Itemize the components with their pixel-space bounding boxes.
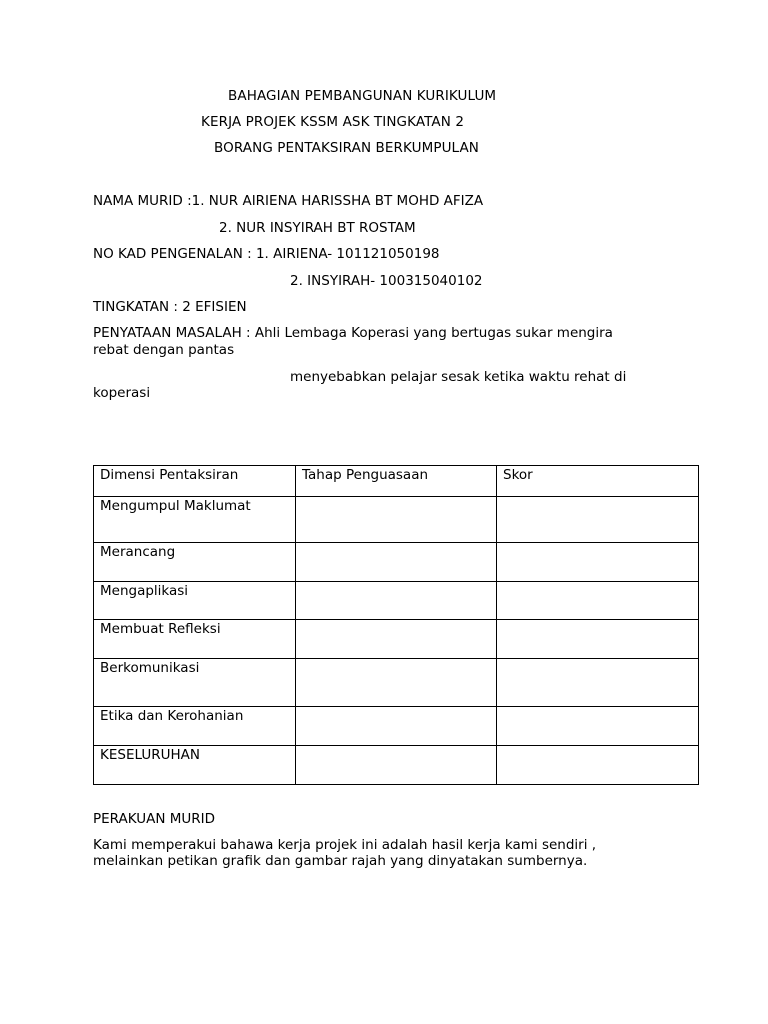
level-cell[interactable] bbox=[296, 707, 497, 746]
table-row bbox=[94, 707, 699, 746]
dimension-cell: Etika dan Kerohanian bbox=[94, 707, 296, 746]
dimension-cell: Membuat Refleksi bbox=[94, 620, 296, 659]
score-cell[interactable] bbox=[497, 497, 699, 543]
table-row bbox=[94, 582, 699, 620]
table-row bbox=[94, 497, 699, 543]
header-level: Tahap Penguasaan bbox=[296, 466, 497, 497]
problem-statement-line-4: koperasi bbox=[93, 385, 151, 401]
score-cell[interactable] bbox=[497, 543, 699, 582]
student-name-2: 2. NUR INSYIRAH BT ROSTAM bbox=[219, 220, 416, 236]
declaration-text-line-2: melainkan petikan grafik dan gambar rajah yang dinyatakan sumbernya. bbox=[93, 853, 588, 869]
score-cell[interactable] bbox=[497, 659, 699, 707]
level-cell[interactable] bbox=[296, 746, 497, 785]
dimension-cell: Berkomunikasi bbox=[94, 659, 296, 707]
header-score: Skor bbox=[497, 466, 699, 497]
dimension-cell: Merancang bbox=[94, 543, 296, 582]
problem-statement-line-2: rebat dengan pantas bbox=[93, 342, 235, 358]
dimension-cell: KESELURUHAN bbox=[94, 746, 296, 785]
score-cell[interactable] bbox=[497, 582, 699, 620]
dimension-cell: Mengumpul Maklumat bbox=[94, 497, 296, 543]
problem-statement-line-1: PENYATAAN MASALAH : Ahli Lembaga Koperasi yang bertugas sukar mengira bbox=[93, 325, 613, 341]
score-cell[interactable] bbox=[497, 707, 699, 746]
score-cell[interactable] bbox=[497, 620, 699, 659]
declaration-text-line-1: Kami memperakui bahawa kerja projek ini adalah hasil kerja kami sendiri , bbox=[93, 837, 597, 853]
level-cell[interactable] bbox=[296, 543, 497, 582]
declaration-title: PERAKUAN MURID bbox=[93, 811, 216, 827]
level-cell[interactable] bbox=[296, 620, 497, 659]
level-cell[interactable] bbox=[296, 497, 497, 543]
score-cell[interactable] bbox=[497, 746, 699, 785]
table-row bbox=[94, 659, 699, 707]
header-project-title: KERJA PROJEK KSSM ASK TINGKATAN 2 bbox=[201, 114, 465, 130]
header-department: BAHAGIAN PEMBANGUNAN KURIKULUM bbox=[228, 88, 497, 104]
level-cell[interactable] bbox=[296, 582, 497, 620]
form-class: TINGKATAN : 2 EFISIEN bbox=[93, 299, 247, 315]
header-dimension: Dimensi Pentaksiran bbox=[94, 466, 296, 497]
problem-statement-line-3: menyebabkan pelajar sesak ketika waktu rehat di bbox=[290, 369, 627, 385]
table-row-total bbox=[94, 746, 699, 785]
student-name-1: NAMA MURID :1. NUR AIRIENA HARISSHA BT MOHD AFIZA bbox=[93, 193, 484, 209]
table-row bbox=[94, 543, 699, 582]
dimension-cell: Mengaplikasi bbox=[94, 582, 296, 620]
level-cell[interactable] bbox=[296, 659, 497, 707]
assessment-table bbox=[93, 465, 699, 785]
header-form-title: BORANG PENTAKSIRAN BERKUMPULAN bbox=[214, 140, 480, 156]
table-header-row bbox=[94, 466, 699, 497]
ic-number-1: NO KAD PENGENALAN : 1. AIRIENA- 101121050198 bbox=[93, 246, 440, 262]
table-row bbox=[94, 620, 699, 659]
ic-number-2: 2. INSYIRAH- 100315040102 bbox=[290, 273, 483, 289]
